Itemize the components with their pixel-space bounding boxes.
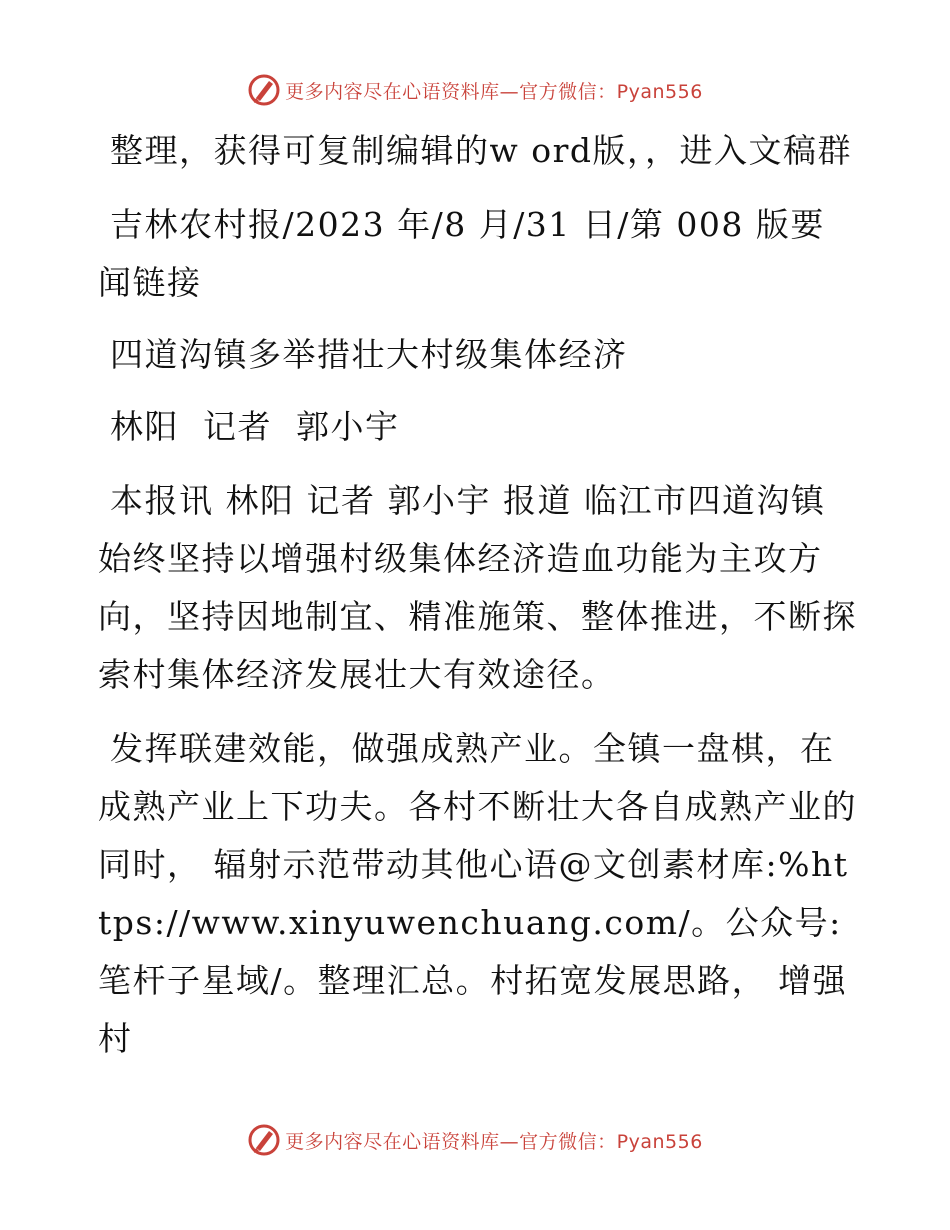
body-paragraph: 本报讯 林阳 记者 郭小宇 报道 临江市四道沟镇始终坚持以增强村级集体经济造血功能为主攻方向，坚持因地制宜、精准施策、整体推进，不断探索村集体经济发展壮大有效途径。 [98, 481, 857, 694]
watermark-header [0, 70, 950, 110]
byline: 林阳 记者 郭小宇 [98, 407, 400, 446]
intro-paragraph: 整理，获得可复制编辑的w ord版，，进入文稿群 [98, 131, 853, 170]
source-line: 吉林农村报/2023 年/8 月/31 日/第 008 版要闻链接 [98, 205, 825, 302]
body-paragraph: 发挥联建效能，做强成熟产业。全镇一盘棋，在成熟产业上下功夫。各村不断壮大各自成熟产业的同时， 辐射示范带动其他心语@文创素材库:%https://www.xinyuwenchuang.com/。公众号: 笔杆子星域/。整理汇总。村拓宽发展思路， 增强村 [98, 729, 857, 1058]
document-body [98, 122, 858, 1068]
article-title: 四道沟镇多举措壮大村级集体经济 [98, 335, 628, 374]
watermark-text: 更多内容尽在心语资料库—官方微信：Pyan556 [285, 80, 703, 103]
pen-in-circle-logo [247, 73, 281, 107]
pen-in-circle-logo [247, 1123, 281, 1157]
watermark-text: 更多内容尽在心语资料库—官方微信：Pyan556 [285, 1130, 703, 1153]
watermark-footer [0, 1120, 950, 1160]
